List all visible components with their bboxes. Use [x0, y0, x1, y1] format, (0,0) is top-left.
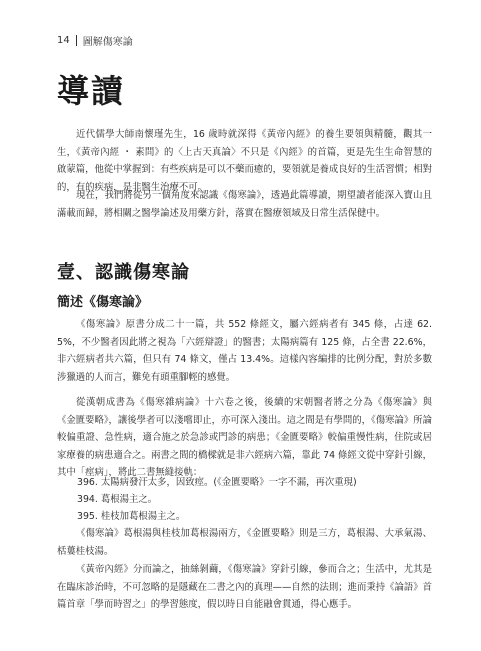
intro-paragraph: 近代儒學大師南懷瑾先生，16 歲時就深得《黃帝內經》的養生要領與精髓，觀其一生，《黃帝內經 ・ 素問》的〈上古天真論〉不只是《內經》的首篇，更是先生生命智慧的啟蒙篇，他從中掌握到：有些疾病是可以不藥而癒的，要領就是養成良好的生活習慣；相對的，有的疾病，是非醫生治療不可。 [57, 129, 433, 193]
quote-line: 395. 桂枝加葛根湯主之。 [77, 511, 186, 522]
section-title: 壹、認識傷寒論 [57, 262, 190, 283]
header-divider [76, 35, 77, 46]
quote-line: 394. 葛根湯主之。 [77, 494, 158, 505]
body-paragraph: 從漢朝成書為《傷寒雜病論》十六卷之後，後續的宋朝醫者將之分為《傷寒論》與《金匱要略》，讓後學者可以淺嚐即止，亦可深入淺出。這之間是有學問的，《傷寒論》所論較偏重證、急性病，適合施之於急診或門診的病患；《金匱要略》較偏重慢性病，住院或居家療養的病患適合之。兩書之間的橋樑就是非六經病六篇，靠此 74 條經文從中穿針引線，其中「痙病」，將此二書無縫接軌： [57, 397, 432, 478]
closing-paragraph: 《傷寒論》葛根湯與桂枝加葛根湯兩方，《金匱要略》則是三方，葛根湯、大承氣湯、栝蔞桂枝湯。 [57, 528, 432, 557]
intro-paragraph: 現在，我們將從另一個角度來認識《傷寒論》，透過此篇導讀，期望讀者能深入寶山且滿載而歸，將相關之醫學論述及用藥方針，落實在醫療領域及日常生活保健中。 [57, 190, 432, 219]
book-title: 圖解傷寒論 [82, 37, 133, 48]
chapter-title: 導讀 [57, 72, 126, 110]
running-header [57, 33, 133, 48]
subsection-title: 簡述《傷寒論》 [57, 295, 149, 310]
page-number: 14 [57, 35, 70, 46]
quote-line: 396. 太陽病發汗太多，因致痙。(《金匱要略》一字不漏，再次重現) [77, 477, 357, 488]
body-paragraph: 《傷寒論》原書分成二十一篇，共 552 條經文，屬六經病者有 345 條，占達 62.5%，不少醫者因此將之視為「六經辯證」的醫書；太陽病篇有 125 條，占全書 22.6%，非六經病者共六篇，但只有 74 條文，僅占 13.4%。這樣內容編排的比例分配，對於多數涉獵過的人而言，難免有頭重腳輕的感覺。 [57, 319, 432, 383]
closing-paragraph: 《黃帝內經》分而論之，抽絲剝繭，《傷寒論》穿針引線，參而合之；生活中，尤其是在臨床診治時，不可忽略的是隱藏在二書之內的真理——自然的法則；進而秉持《論語》首篇首章「學而時習之」的學習態度，假以時日自能融會貫通，得心應手。 [57, 564, 433, 610]
